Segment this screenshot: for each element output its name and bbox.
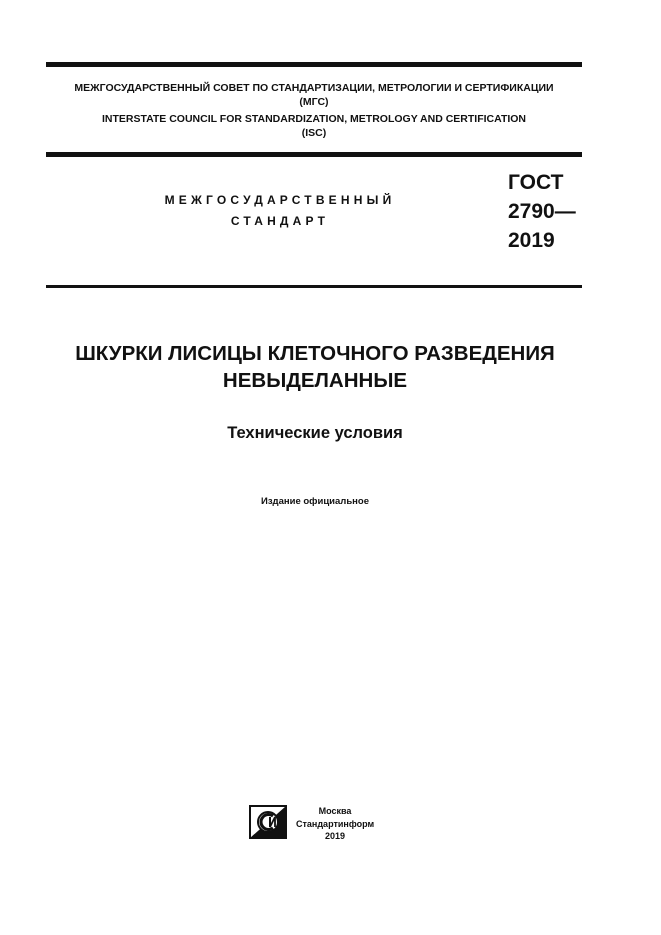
council-en-abbr: (ISC) xyxy=(301,127,327,139)
title-rule xyxy=(46,285,582,288)
gost-code-line2: 2790— xyxy=(508,200,576,223)
council-ru xyxy=(46,81,582,109)
document-subtitle: Технические условия xyxy=(227,424,403,442)
publisher-info xyxy=(296,805,374,843)
top-rule xyxy=(46,62,582,67)
header-rule xyxy=(46,152,582,157)
standard-kind xyxy=(130,190,430,232)
standard-kind-line1: МЕЖГОСУДАРСТВЕННЫЙ xyxy=(164,193,396,207)
publisher-year: 2019 xyxy=(324,831,346,841)
standartinform-logo-icon xyxy=(249,805,287,839)
council-en-name: INTERSTATE COUNCIL FOR STANDARDIZATION, METROLOGY AND CERTIFICATION xyxy=(101,113,527,125)
publisher-name: Стандартинформ xyxy=(296,818,375,829)
gost-code xyxy=(508,168,576,255)
council-ru-name: МЕЖГОСУДАРСТВЕННЫЙ СОВЕТ ПО СТАНДАРТИЗАЦИИ, МЕТРОЛОГИИ И СЕРТИФИКАЦИИ xyxy=(74,82,554,94)
standard-kind-line2: СТАНДАРТ xyxy=(230,214,330,228)
document-title-line1: ШКУРКИ ЛИСИЦЫ КЛЕТОЧНОГО РАЗВЕДЕНИЯ xyxy=(75,342,555,365)
edition-label: Издание официальное xyxy=(261,496,369,507)
gost-code-line3: 2019 xyxy=(508,229,555,252)
gost-code-line1: ГОСТ xyxy=(508,171,564,194)
council-ru-abbr: (МГС) xyxy=(299,96,329,108)
document-title-line2: НЕВЫДЕЛАННЫЕ xyxy=(222,369,408,392)
document-title xyxy=(20,340,610,394)
council-en xyxy=(46,112,582,140)
publisher-city: Москва xyxy=(318,806,352,816)
